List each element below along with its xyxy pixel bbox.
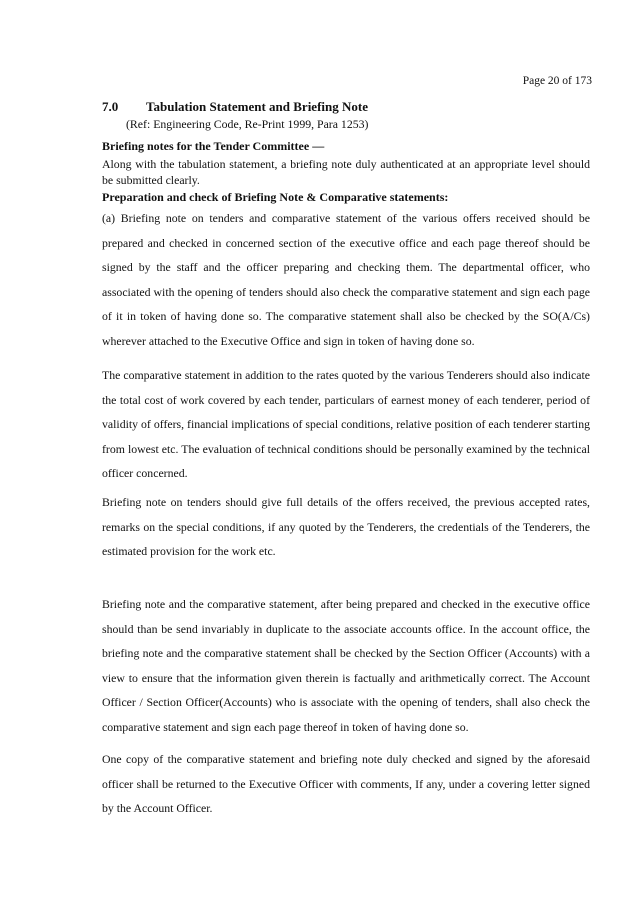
- section-number: 7.0: [102, 99, 119, 114]
- page-number: Page 20 of 173: [522, 75, 592, 87]
- section-heading: [102, 99, 368, 115]
- briefing-notes-title: Briefing notes for the Tender Committee —: [102, 139, 325, 153]
- section-title: Tabulation Statement and Briefing Note: [146, 99, 368, 114]
- paragraph-2: The comparative statement in addition to the rates quoted by the various Tenderers should also indicate the total cost of work covered by each tender, particulars of earnest money of each tenderer, period of validity of offers, financial implications of special conditions, relative position of each tenderer starting from lowest etc. The evaluation of technical conditions should be personally examined by the technical officer concerned.: [102, 368, 590, 480]
- preparation-title: Preparation and check of Briefing Note & Comparative statements:: [102, 190, 449, 204]
- paragraph-3: Briefing note on tenders should give full details of the offers received, the previous accepted rates, remarks on the special conditions, if any quoted by the Tenderers, the credentials of the Tenderers, the estimated provision for the work etc.: [102, 495, 590, 558]
- intro-paragraph: Along with the tabulation statement, a briefing note duly authenticated at an appropriate level should be submitted clearly.: [102, 157, 590, 187]
- paragraph-4: Briefing note and the comparative statement, after being prepared and checked in the executive office should than be send invariably in duplicate to the associate accounts office. In the account office, the briefing note and the comparative statement shall be checked by the Section Officer (Accounts) with a view to ensure that the information given therein is factually and arithmetically correct. The Account Officer / Section Officer(Accounts) who is associate with the opening of tenders, shall also check the comparative statement and sign each page thereof in token of having done so.: [102, 597, 590, 734]
- section-reference: (Ref: Engineering Code, Re-Print 1999, Para 1253): [126, 117, 369, 131]
- paragraph-1: (a) Briefing note on tenders and comparative statement of the various offers received should be prepared and checked in concerned section of the executive office and each page thereof should be signed by the staff and the officer preparing and checking them. The departmental officer, who associated with the opening of tenders should also check the comparative statement and sign each page of it in token of having done so. The comparative statement shall also be checked by the SO(A/Cs) wherever attached to the Executive Office and sign in token of having done so.: [102, 211, 590, 348]
- paragraph-5: One copy of the comparative statement and briefing note duly checked and signed by the aforesaid officer shall be returned to the Executive Officer with comments, If any, under a covering letter signed by the Account Officer.: [102, 752, 590, 815]
